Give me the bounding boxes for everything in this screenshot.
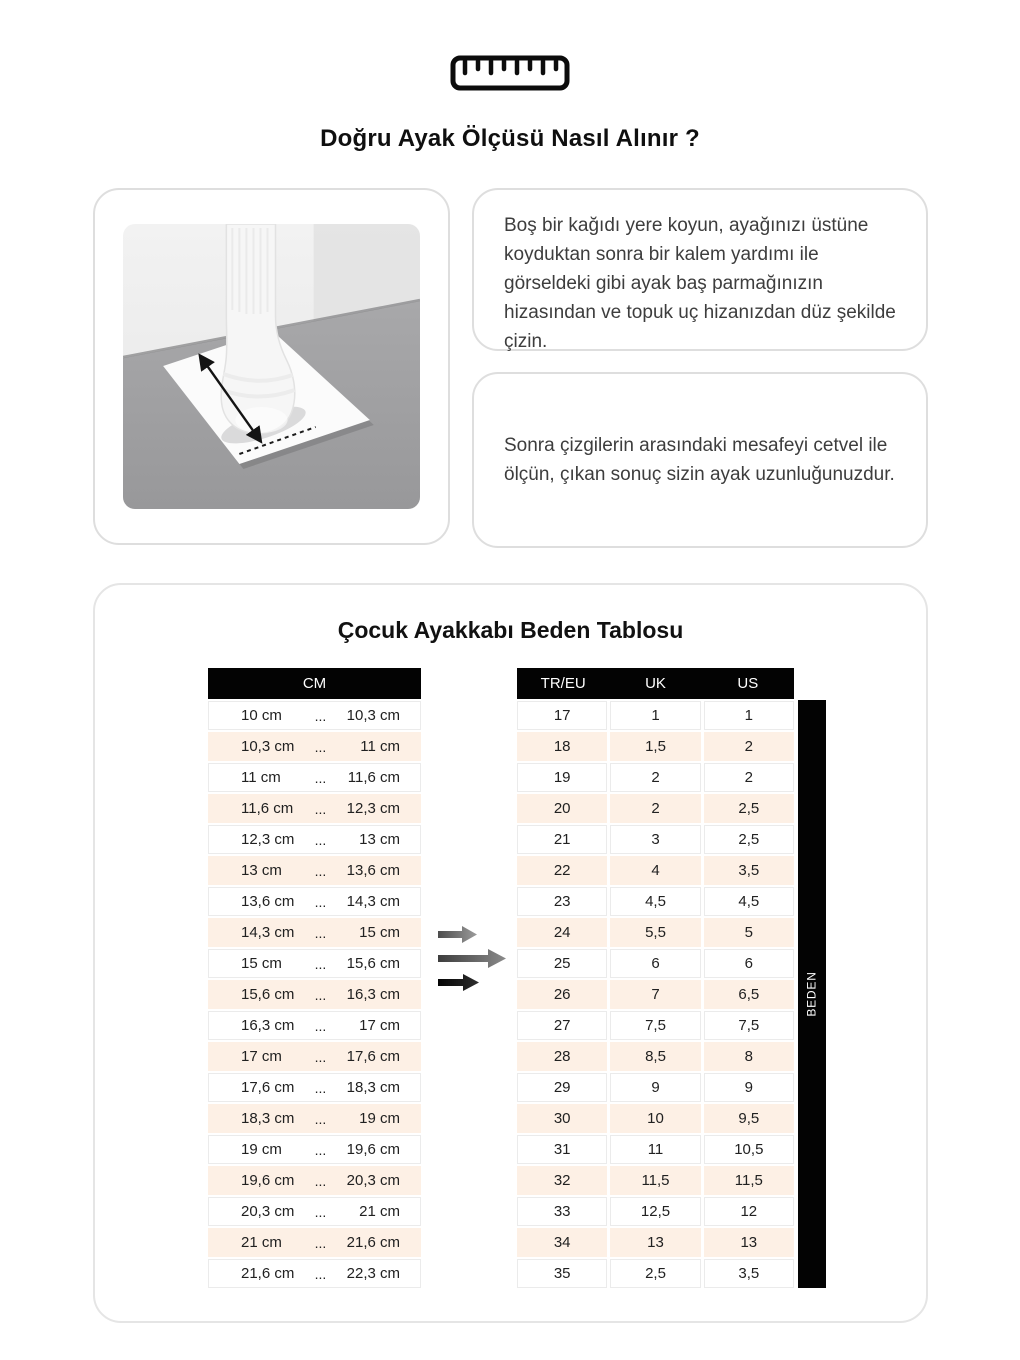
cell-from: 21 cm (241, 1234, 282, 1251)
header-uk: UK (645, 675, 666, 692)
cell-dots: ... (314, 738, 327, 755)
cell-us: 5 (704, 918, 794, 947)
table-row (208, 1104, 421, 1133)
cell-us: 11,5 (704, 1166, 794, 1195)
table-row (208, 1166, 421, 1195)
page-title: Doğru Ayak Ölçüsü Nasıl Alınır ? (320, 125, 700, 152)
cell-us: 2 (704, 732, 794, 761)
cell-to: 13 cm (359, 831, 400, 848)
table-row (208, 825, 421, 854)
cell-to: 17 cm (359, 1017, 400, 1034)
cell-uk: 8,5 (610, 1042, 700, 1071)
cell-from: 15 cm (241, 955, 282, 972)
header-us: US (737, 675, 759, 692)
cell-from: 11 cm (241, 769, 281, 786)
beden-side-bar (798, 700, 826, 1288)
cell-tr-eu: 26 (517, 980, 607, 1009)
cell-from: 17,6 cm (241, 1079, 295, 1096)
cell-dots: ... (314, 986, 327, 1003)
cell-from: 16,3 cm (241, 1017, 295, 1034)
cell-tr-eu: 19 (517, 763, 607, 792)
cell-tr-eu: 34 (517, 1228, 607, 1257)
header-tr-eu: TR/EU (540, 675, 586, 692)
cm-table-rows (208, 701, 421, 1288)
cell-uk: 2,5 (610, 1259, 700, 1288)
cell-us: 10,5 (704, 1135, 794, 1164)
cell-tr-eu: 22 (517, 856, 607, 885)
cell-from: 20,3 cm (241, 1203, 295, 1220)
table-row (517, 1259, 794, 1288)
cell-to: 12,3 cm (346, 800, 400, 817)
cell-dots: ... (314, 1048, 327, 1065)
cell-us: 6,5 (704, 980, 794, 1009)
size-table-header (517, 668, 794, 699)
table-row (517, 1042, 794, 1071)
cell-dots: ... (314, 707, 327, 724)
table-row (517, 701, 794, 730)
cell-dots: ... (314, 1172, 327, 1189)
beden-side-label: BEDEN (805, 971, 819, 1017)
cell-to: 11,6 cm (347, 769, 400, 786)
table-row (208, 1228, 421, 1257)
cell-tr-eu: 20 (517, 794, 607, 823)
cell-uk: 4 (610, 856, 700, 885)
table-row (208, 1197, 421, 1226)
cell-dots: ... (314, 1203, 327, 1220)
cell-to: 18,3 cm (346, 1079, 400, 1096)
table-row (517, 1011, 794, 1040)
cell-dots: ... (314, 955, 327, 972)
cell-us: 1 (704, 701, 794, 730)
table-row (208, 887, 421, 916)
cell-dots: ... (314, 1110, 327, 1127)
table-row (517, 918, 794, 947)
table-row (517, 732, 794, 761)
cell-tr-eu: 32 (517, 1166, 607, 1195)
cell-dots: ... (314, 1017, 327, 1034)
cell-dots: ... (314, 800, 327, 817)
cell-to: 17,6 cm (346, 1048, 400, 1065)
cell-us: 9 (704, 1073, 794, 1102)
table-row (517, 794, 794, 823)
cell-tr-eu: 30 (517, 1104, 607, 1133)
size-table-rows (517, 701, 794, 1288)
table-row (517, 1135, 794, 1164)
cell-tr-eu: 17 (517, 701, 607, 730)
cell-to: 13,6 cm (346, 862, 400, 879)
cell-from: 10,3 cm (241, 738, 295, 755)
cell-to: 16,3 cm (346, 986, 400, 1003)
cell-uk: 11,5 (610, 1166, 700, 1195)
cell-dots: ... (314, 769, 327, 786)
instruction-step-1: Boş bir kağıdı yere koyun, ayağınızı üstüne koyduktan sonra bir kalem yardımı ile görseldeki gibi ayak baş parmağınızın hizasından ve topuk uç hizanızdan düz şekilde çizin. (504, 215, 896, 352)
table-row (208, 763, 421, 792)
cell-to: 14,3 cm (346, 893, 400, 910)
instruction-card-2 (472, 372, 928, 548)
cell-to: 22,3 cm (346, 1265, 400, 1282)
cm-table-header (208, 668, 421, 699)
cell-from: 18,3 cm (241, 1110, 295, 1127)
transfer-arrows-icon (436, 923, 508, 995)
cell-from: 12,3 cm (241, 831, 295, 848)
cell-dots: ... (314, 1234, 327, 1251)
cell-us: 2,5 (704, 825, 794, 854)
cell-from: 10 cm (241, 707, 282, 724)
cell-tr-eu: 25 (517, 949, 607, 978)
cell-from: 21,6 cm (241, 1265, 295, 1282)
table-row (208, 1259, 421, 1288)
cell-to: 20,3 cm (346, 1172, 400, 1189)
cell-us: 2 (704, 763, 794, 792)
cell-uk: 5,5 (610, 918, 700, 947)
cell-dots: ... (314, 831, 327, 848)
cell-us: 3,5 (704, 1259, 794, 1288)
cell-to: 11 cm (360, 738, 400, 755)
size-chart-container (93, 583, 928, 1323)
cell-us: 13 (704, 1228, 794, 1257)
cell-uk: 12,5 (610, 1197, 700, 1226)
cell-from: 11,6 cm (241, 800, 294, 817)
cell-tr-eu: 27 (517, 1011, 607, 1040)
cell-from: 19 cm (241, 1141, 282, 1158)
cell-us: 9,5 (704, 1104, 794, 1133)
table-row (208, 1073, 421, 1102)
cm-table (208, 668, 421, 1290)
cell-us: 4,5 (704, 887, 794, 916)
table-row (517, 1166, 794, 1195)
cell-uk: 10 (610, 1104, 700, 1133)
cell-from: 15,6 cm (241, 986, 295, 1003)
cell-uk: 11 (610, 1135, 700, 1164)
cell-tr-eu: 29 (517, 1073, 607, 1102)
table-row (208, 856, 421, 885)
table-row (208, 1042, 421, 1071)
cell-uk: 1,5 (610, 732, 700, 761)
cell-tr-eu: 18 (517, 732, 607, 761)
cell-to: 19 cm (359, 1110, 400, 1127)
cell-uk: 13 (610, 1228, 700, 1257)
table-row (517, 1228, 794, 1257)
cell-dots: ... (314, 1079, 327, 1096)
table-row (517, 763, 794, 792)
cell-us: 3,5 (704, 856, 794, 885)
cell-from: 17 cm (241, 1048, 282, 1065)
cell-uk: 7,5 (610, 1011, 700, 1040)
cell-tr-eu: 31 (517, 1135, 607, 1164)
cell-from: 19,6 cm (241, 1172, 295, 1189)
table-row (208, 732, 421, 761)
cell-tr-eu: 24 (517, 918, 607, 947)
cell-uk: 1 (610, 701, 700, 730)
cell-us: 8 (704, 1042, 794, 1071)
cm-header-label: CM (302, 675, 327, 692)
table-row (208, 949, 421, 978)
cell-to: 21 cm (359, 1203, 400, 1220)
cell-to: 19,6 cm (346, 1141, 400, 1158)
measurement-photo-card (93, 188, 450, 545)
cell-to: 15,6 cm (346, 955, 400, 972)
table-row (517, 980, 794, 1009)
instruction-step-2: Sonra çizgilerin arasındaki mesafeyi cetvel ile ölçün, çıkan sonuç sizin ayak uzunluğunuzdur. (504, 435, 895, 485)
table-row (517, 1104, 794, 1133)
cell-from: 14,3 cm (241, 924, 295, 941)
cell-dots: ... (314, 1141, 327, 1158)
cell-tr-eu: 35 (517, 1259, 607, 1288)
table-row (517, 1073, 794, 1102)
table-row (208, 701, 421, 730)
cell-to: 21,6 cm (346, 1234, 400, 1251)
cell-us: 12 (704, 1197, 794, 1226)
instruction-card-1 (472, 188, 928, 351)
table-row (517, 1197, 794, 1226)
table-row (208, 918, 421, 947)
cell-dots: ... (314, 893, 327, 910)
cell-us: 6 (704, 949, 794, 978)
cell-from: 13,6 cm (241, 893, 295, 910)
table-row (517, 856, 794, 885)
cell-uk: 3 (610, 825, 700, 854)
cell-to: 15 cm (359, 924, 400, 941)
cell-us: 7,5 (704, 1011, 794, 1040)
cell-tr-eu: 28 (517, 1042, 607, 1071)
table-row (517, 825, 794, 854)
cell-from: 13 cm (241, 862, 282, 879)
cell-tr-eu: 23 (517, 887, 607, 916)
cell-dots: ... (314, 924, 327, 941)
size-conversion-table (517, 668, 794, 1290)
cell-dots: ... (314, 1265, 327, 1282)
cell-uk: 2 (610, 794, 700, 823)
cell-uk: 4,5 (610, 887, 700, 916)
table-row (208, 1135, 421, 1164)
cell-us: 2,5 (704, 794, 794, 823)
table-row (208, 980, 421, 1009)
cell-tr-eu: 33 (517, 1197, 607, 1226)
cell-uk: 7 (610, 980, 700, 1009)
table-row (208, 1011, 421, 1040)
ruler-icon (0, 55, 1020, 96)
cell-uk: 6 (610, 949, 700, 978)
cell-uk: 9 (610, 1073, 700, 1102)
table-row (517, 887, 794, 916)
table-row (208, 794, 421, 823)
cell-tr-eu: 21 (517, 825, 607, 854)
foot-measurement-photo (123, 224, 420, 509)
cell-to: 10,3 cm (346, 707, 400, 724)
table-row (517, 949, 794, 978)
cell-uk: 2 (610, 763, 700, 792)
size-chart-title: Çocuk Ayakkabı Beden Tablosu (337, 617, 684, 643)
cell-dots: ... (314, 862, 327, 879)
